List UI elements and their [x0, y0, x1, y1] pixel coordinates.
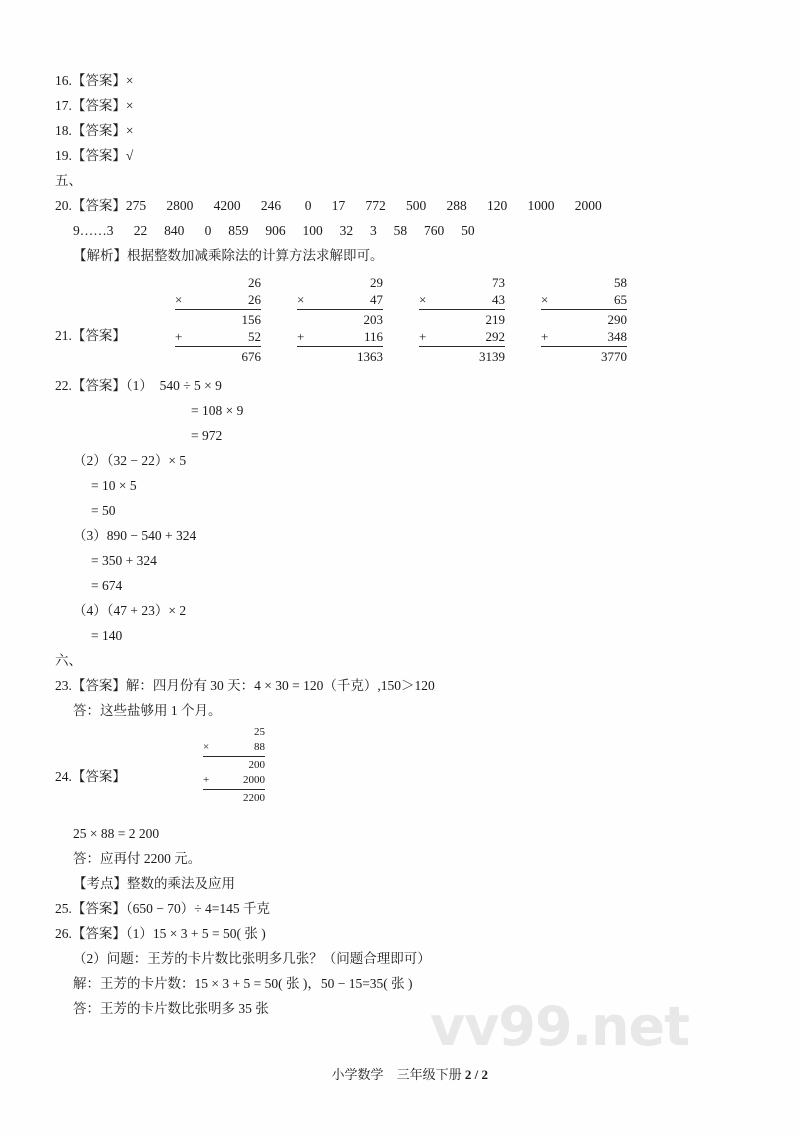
partial-product-1: 290 — [607, 312, 627, 327]
partial-product-2: 348 — [607, 329, 627, 344]
multiplier-row — [175, 291, 261, 308]
plus-sign: + — [541, 329, 549, 344]
question-25-line: 25.【答案】（650 − 70）÷ 4=145 千克 — [55, 901, 271, 916]
divider — [419, 309, 505, 310]
partial-product-2-row — [203, 773, 265, 788]
question-24-knowledge-point: 【考点】整数的乘法及应用 — [73, 876, 235, 891]
page-footer — [0, 1048, 800, 1099]
partial-product-2-row — [297, 328, 383, 345]
question-22-line-8: = 350 + 324 — [91, 553, 157, 568]
partial-product-1: 156 — [241, 312, 261, 327]
divider — [541, 309, 627, 310]
product: 3139 — [479, 349, 505, 364]
question-22-line-5: = 10 × 5 — [91, 478, 137, 493]
question-23-line-2: 答：这些盐够用 1 个月。 — [73, 703, 222, 718]
multiplier-row — [297, 291, 383, 308]
footer-page-number: 2 / 2 — [464, 1067, 488, 1082]
plus-sign: + — [419, 329, 427, 344]
divider — [175, 309, 261, 310]
answer-line-20b: 9……3 22 840 0 859 906 100 32 3 58 760 50 — [73, 223, 475, 238]
question-22-line-1: 22.【答案】（1） 540 ÷ 5 × 9 — [55, 378, 222, 393]
partial-product-2: 116 — [363, 329, 383, 344]
section-heading-five: 五、 — [55, 173, 82, 188]
multiplicand: 25 — [254, 726, 265, 738]
partial-product-2: 52 — [248, 329, 261, 344]
question-22-line-4: （2）（32 − 22）× 5 — [73, 453, 187, 468]
divider — [203, 789, 265, 790]
question-22-line-2: = 108 × 9 — [191, 403, 244, 418]
answer-line-20a: 20.【答案】275 2800 4200 246 0 17 772 500 288 120 1000 2000 — [55, 198, 602, 213]
multiplier: 65 — [614, 292, 627, 307]
question-24-answer: 答：应再付 2200 元。 — [73, 851, 202, 866]
question-21-label: 21.【答案】 — [55, 328, 126, 343]
plus-sign: + — [203, 774, 210, 786]
times-sign: × — [297, 292, 305, 307]
answer-key-body — [55, 68, 755, 1021]
multiplier-row — [541, 291, 627, 308]
divider — [297, 309, 383, 310]
question-26-line-2: （2）问题：王芳的卡片数比张明多几张？（问题合理即可） — [73, 951, 431, 966]
vertical-multiplication-3 — [419, 274, 505, 365]
question-22-line-6: = 50 — [91, 503, 116, 518]
question-23-line-1: 23.【答案】解：四月份有 30 天：4 × 30 = 120（千克）,150＞120 — [55, 678, 435, 693]
footer-subject: 小学数学 — [331, 1067, 384, 1082]
divider — [297, 346, 383, 347]
multiplicand: 29 — [370, 275, 383, 290]
question-22-line-10: （4）（47 + 23）× 2 — [73, 603, 187, 618]
question-22-line-11: = 140 — [91, 628, 123, 643]
product: 3770 — [601, 349, 627, 364]
vertical-multiplication-4 — [541, 274, 627, 365]
divider — [175, 346, 261, 347]
answer-line-17: 17.【答案】× — [55, 98, 134, 113]
footer-grade: 三年级下册 — [396, 1067, 462, 1082]
section-heading-six: 六、 — [55, 653, 82, 668]
plus-sign: + — [297, 329, 305, 344]
product: 2200 — [243, 792, 265, 804]
product: 676 — [241, 349, 261, 364]
vertical-multiplication-1 — [175, 274, 261, 365]
analysis-line-20: 【解析】根据整数加减乘除法的计算方法求解即可。 — [73, 248, 384, 263]
watermark-text: vv99.net — [430, 995, 689, 1058]
multiplicand: 26 — [248, 275, 261, 290]
multiplier: 88 — [254, 741, 265, 753]
question-22-line-7: （3）890 − 540 + 324 — [73, 528, 197, 543]
answer-line-16: 16.【答案】× — [55, 73, 134, 88]
times-sign: × — [175, 292, 183, 307]
multiplier-row — [419, 291, 505, 308]
answer-line-18: 18.【答案】× — [55, 123, 134, 138]
vertical-multiplication-25x88 — [203, 725, 265, 806]
times-sign: × — [541, 292, 549, 307]
partial-product-2-row — [419, 328, 505, 345]
partial-product-2-row — [541, 328, 627, 345]
footer-space — [384, 1067, 397, 1082]
question-22-line-3: = 972 — [191, 428, 223, 443]
product: 1363 — [357, 349, 383, 364]
multiplier-row — [203, 740, 265, 755]
question-26-line-3: 解：王芳的卡片数：15 × 3 + 5 = 50( 张 )，50 − 15=35( 张 ) — [73, 976, 413, 991]
times-sign: × — [419, 292, 427, 307]
partial-product-2-row — [175, 328, 261, 345]
question-24-equation: 25 × 88 = 2 200 — [73, 826, 160, 841]
multiplier: 43 — [492, 292, 505, 307]
multiplicand: 58 — [614, 275, 627, 290]
multiplier: 47 — [370, 292, 383, 307]
partial-product-1: 219 — [485, 312, 505, 327]
question-24-label: 24.【答案】 — [55, 769, 126, 784]
multiplier: 26 — [248, 292, 261, 307]
plus-sign: + — [175, 329, 183, 344]
divider — [419, 346, 505, 347]
question-21-block — [55, 274, 755, 365]
question-26-line-4: 答：王芳的卡片数比张明多 35 张 — [73, 1001, 269, 1016]
partial-product-1: 203 — [363, 312, 383, 327]
question-26-line-1: 26.【答案】（1）15 × 3 + 5 = 50( 张 ) — [55, 926, 266, 941]
vertical-multiplication-row — [175, 274, 755, 365]
times-sign: × — [203, 741, 210, 753]
question-24-block — [55, 725, 755, 821]
multiplicand: 73 — [492, 275, 505, 290]
divider — [203, 756, 265, 757]
partial-product-1: 200 — [248, 759, 265, 771]
partial-product-2: 292 — [485, 329, 505, 344]
question-22-line-9: = 674 — [91, 578, 123, 593]
divider — [541, 346, 627, 347]
answer-line-19: 19.【答案】√ — [55, 148, 134, 163]
partial-product-2: 2000 — [243, 774, 265, 786]
vertical-multiplication-2 — [297, 274, 383, 365]
